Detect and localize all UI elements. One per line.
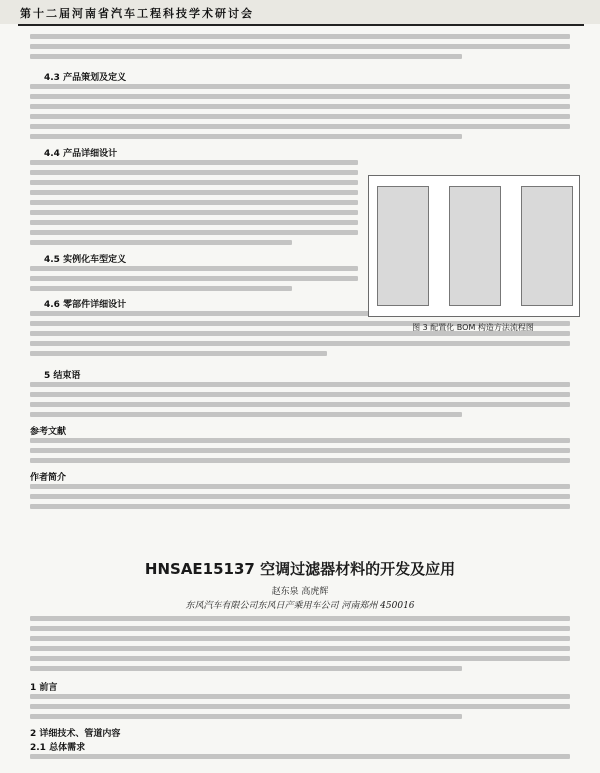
article-2-abstract [30, 616, 570, 676]
paragraph-4-4 [30, 160, 358, 250]
section-4-4-heading: 4.4 产品详细设计 [44, 149, 118, 159]
paragraph-4-6 [30, 311, 570, 361]
references-list [30, 438, 570, 468]
article-2-title: HNSAE15137 空调过滤器材料的开发及应用 [144, 560, 456, 578]
article-2-authors: 赵东泉 高虎辉 [271, 587, 329, 597]
figure-3-diagram [368, 175, 580, 317]
article-2-paragraph-1 [30, 694, 570, 724]
journal-title: 第十二届河南省汽车工程科技学术研讨会 [20, 7, 254, 20]
section-5-heading: 5 结束语 [44, 371, 81, 381]
section-4-5-heading: 4.5 实例化车型定义 [44, 255, 127, 265]
section-4-6-heading: 4.6 零部件详细设计 [44, 300, 127, 310]
references-heading: 参考文献 [30, 427, 67, 437]
article-2-section-1-heading: 1 前言 [30, 683, 58, 693]
paragraph-4-3 [30, 84, 570, 144]
article-2-paragraph-2-1 [30, 754, 570, 764]
header-rule [18, 24, 584, 26]
paragraph-5 [30, 382, 570, 422]
paragraph-intro [30, 34, 570, 64]
author-intro-list [30, 484, 570, 514]
figure-3-caption: 图 3 配置化 BOM 构造方法流程图 [412, 323, 534, 332]
author-intro-heading: 作者简介 [30, 473, 67, 483]
paragraph-4-5 [30, 266, 358, 296]
section-4-3-heading: 4.3 产品策划及定义 [44, 73, 127, 83]
article-2-section-2-1-heading: 2.1 总体需求 [30, 743, 86, 753]
article-2-section-2-heading: 2 详细技术、管道内容 [30, 729, 121, 739]
article-2-affiliation: 东风汽车有限公司东风日产乘用车公司 河南郑州 450016 [185, 601, 415, 611]
